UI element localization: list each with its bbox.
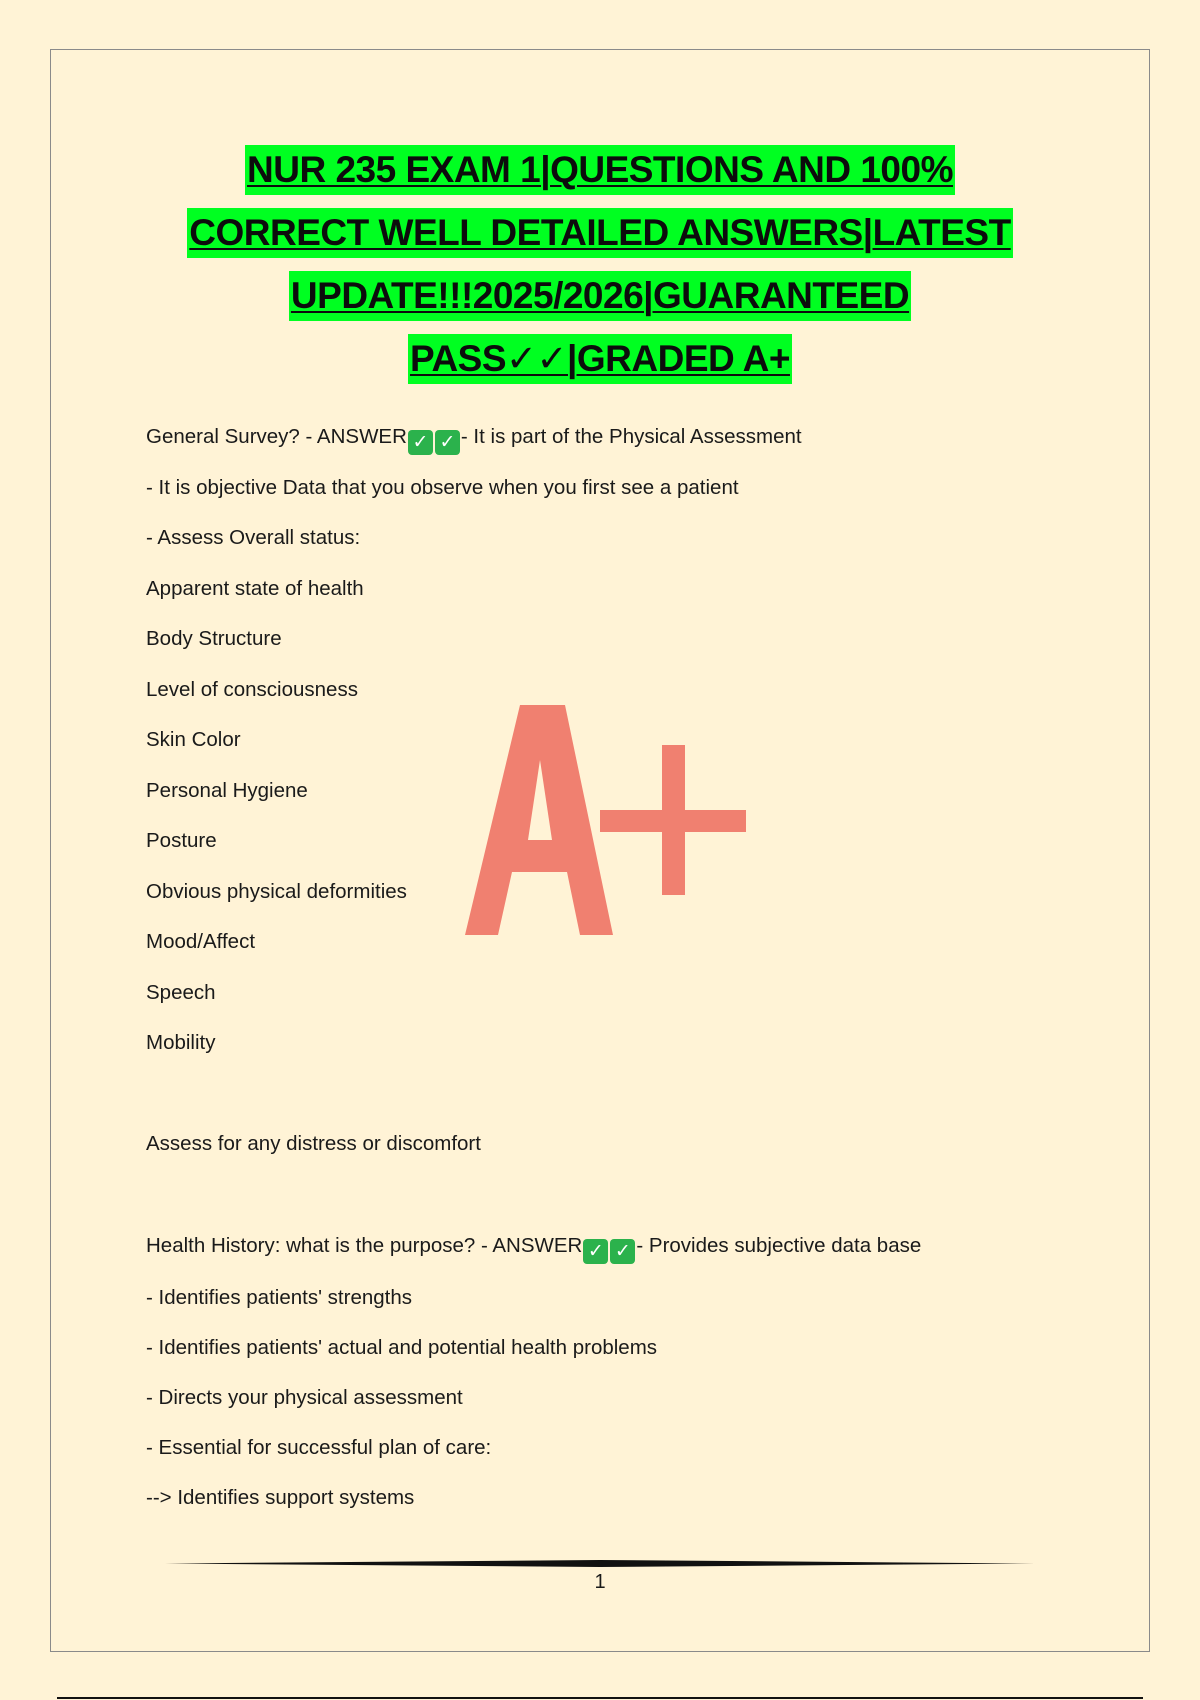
- list-item: Apparent state of health: [146, 577, 364, 600]
- question-general-survey: [146, 425, 802, 455]
- list-item: --> Identifies support systems: [146, 1486, 415, 1509]
- title-line-1: NUR 235 EXAM 1|QUESTIONS AND 100%: [245, 145, 955, 195]
- list-item: Skin Color: [146, 728, 241, 751]
- list-item: - Identifies patients' strengths: [146, 1286, 412, 1309]
- list-item: Mobility: [146, 1031, 216, 1054]
- question-health-history: [146, 1234, 921, 1264]
- list-item: Speech: [146, 981, 216, 1004]
- answer-text: - It is part of the Physical Assessment: [460, 425, 802, 448]
- page-number: 1: [594, 1571, 606, 1593]
- list-item: Obvious physical deformities: [146, 880, 407, 903]
- title-line-2: CORRECT WELL DETAILED ANSWERS|LATEST: [187, 208, 1012, 258]
- checkmark-icon: ✓: [408, 430, 433, 455]
- document-title: [140, 145, 1060, 397]
- list-item: - It is objective Data that you observe when you first see a patient: [146, 476, 739, 499]
- checkmark-icon: ✓: [435, 430, 460, 455]
- title-line-4: PASS✓✓|GRADED A+: [408, 334, 792, 384]
- list-item: - Essential for successful plan of care:: [146, 1436, 492, 1459]
- distress-line: Assess for any distress or discomfort: [146, 1132, 481, 1155]
- question-prefix: General Survey? - ANSWER: [146, 425, 407, 448]
- list-item: Personal Hygiene: [146, 779, 308, 802]
- question-prefix: Health History: what is the purpose? - ANSWER: [146, 1234, 583, 1257]
- watermark-text: A+: [410, 640, 412, 641]
- page-bottom-divider: [57, 1697, 1143, 1699]
- list-item: - Assess Overall status:: [146, 526, 361, 549]
- footer-divider: [165, 1560, 1035, 1567]
- list-item: Body Structure: [146, 627, 282, 650]
- list-item: Posture: [146, 829, 217, 852]
- title-line-3: UPDATE!!!2025/2026|GUARANTEED: [289, 271, 911, 321]
- checkmark-icon: ✓: [610, 1239, 635, 1264]
- list-item: - Identifies patients' actual and potential health problems: [146, 1336, 658, 1359]
- list-item: Level of consciousness: [146, 678, 358, 701]
- checkmark-icon: ✓: [583, 1239, 608, 1264]
- list-item: Mood/Affect: [146, 930, 256, 953]
- list-item: - Directs your physical assessment: [146, 1386, 463, 1409]
- answer-text: - Provides subjective data base: [636, 1234, 922, 1257]
